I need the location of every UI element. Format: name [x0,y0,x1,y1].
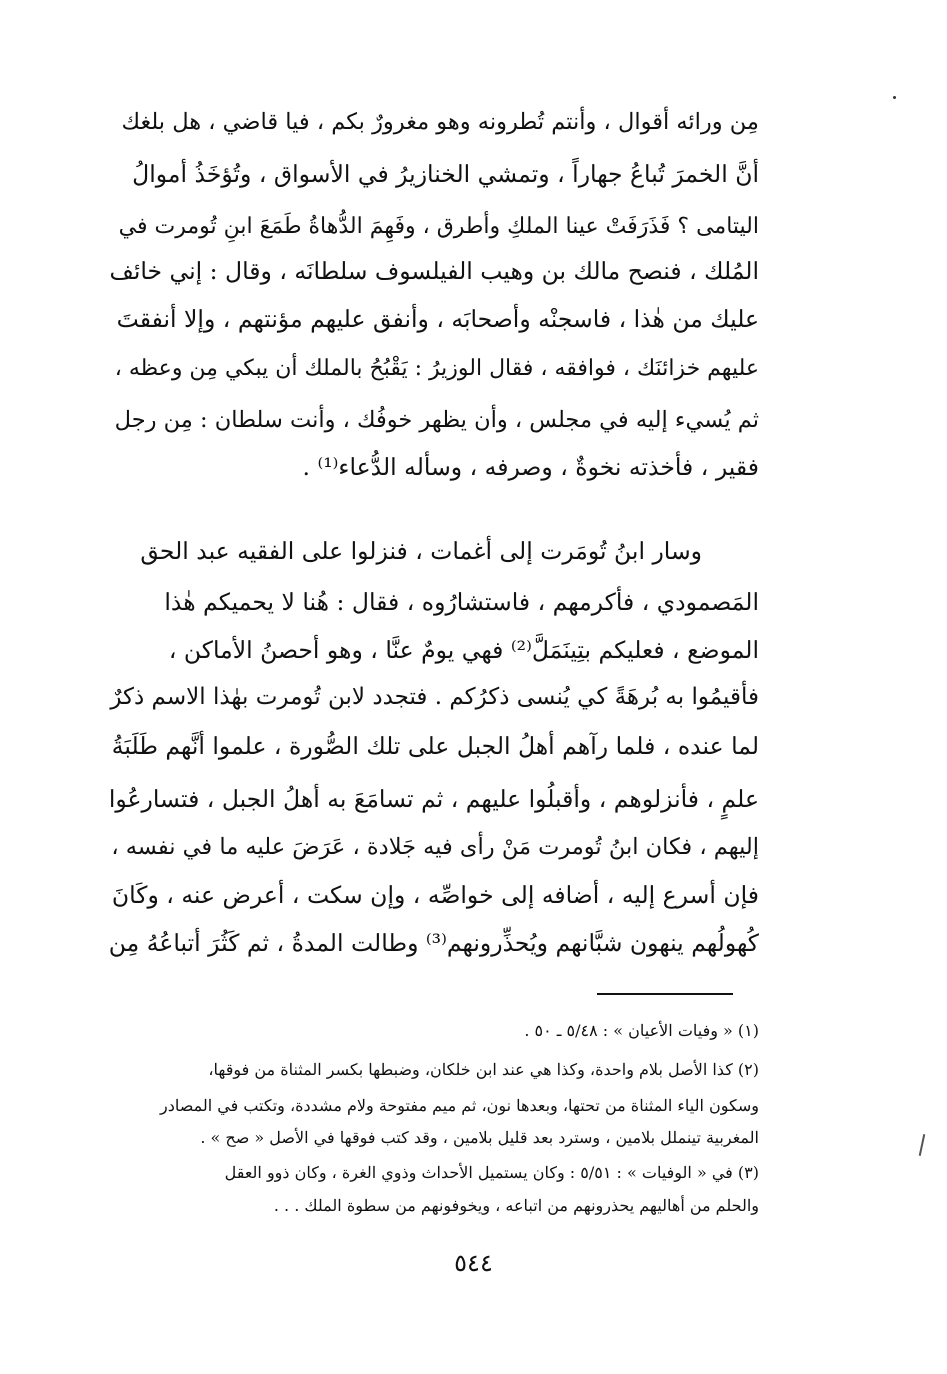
body-line: فأقيمُوا به بُرهَةً كي يُنسى ذكرُكم . فتجدد لابن تُومرت بهٰذا الاسم ذكرٌ [110,684,759,710]
body-line: كُهولُهم ينهون شبَّانهم ويُحذِّرونهم⁽³⁾ وطالت المدةُ ، ثم كَثُرَ أتباعُهُ مِن [108,929,759,957]
body-line: عليهم خزائنَك ، فوافقه ، فقال الوزيرُ : يَقْبُحُ بالملك أن يبكي مِن وعظه ، [114,356,759,381]
margin-pencil-mark [919,1134,926,1156]
footnote-line: وسكون الياء المثناة من تحتها، وبعدها نون، ثم ميم مفتوحة ولام مشددة، وتكتب في المصادر [160,1096,759,1115]
body-line: إليهم ، فكان ابنُ تُومرت مَنْ رأى فيه جَلادة ، عَرَضَ عليه ما في نفسه ، [111,834,759,860]
footnote-line: المغربية تينملل بلامين ، وسترد بعد قليل بلامين ، وقد كتب فوقها في الأصل « صح » . [200,1128,759,1147]
body-line: اليتامى ؟ فَذَرَفَتْ عينا الملكِ وأطرق ، وفَهِمَ الدُّهاةُ طَمَعَ ابنِ تُومرت في [118,214,759,239]
body-line: ثم يُسيء إليه في مجلس ، وأن يظهر خوفُك ، وأنت سلطان : مِن رجل [114,407,759,433]
page-number: ٥٤٤ [454,1249,493,1277]
body-line: فقير ، فأخذته نخوةٌ ، وصرفه ، وسأله الدُّعاء⁽¹⁾ . [302,453,759,481]
body-line: فإن أسرع إليه ، أضافه إلى خواصِّه ، وإن سكت ، أعرض عنه ، وكَانَ [111,881,759,909]
footnote-separator [597,993,733,995]
body-line: علمٍ ، فأنزلوهم ، وأقبلُوا عليهم ، ثم تسامَعَ به أهلُ الجبل ، فتسارعُوا [108,785,759,813]
body-line: وسار ابنُ تُومَرت إلى أغمات ، فنزلوا على الفقيه عبد الحق [140,537,702,565]
body-line: مِن ورائه أقوال ، وأنتم تُطرونه وهو مغرورٌ بكم ، فيا قاضي ، هل بلغك [121,109,759,135]
body-line: لما عنده ، فلما رآهم أهلُ الجبل على تلك الصُّورة ، علموا أنَّهم طَلَبَةُ [111,732,759,760]
body-line: المُلك ، فنصح مالك بن وهيب الفيلسوف سلطانَه ، وقال : إني خائف [109,257,759,285]
footnote-line: (٣) في « الوفيات » : ٥/٥١ : وكان يستميل الأحداث وذوي الغرة ، وكان ذوو العقل [224,1163,759,1182]
body-line: عليك من هٰذا ، فاسجنْه وأصحابَه ، وأنفق عليهم مؤنتهم ، وإلا أنفقتَ [116,305,759,333]
footnote-line: (١) « وفيات الأعيان » : ٥/٤٨ ـ ٥٠ . [524,1021,759,1040]
body-line: أنَّ الخمرَ تُباعُ جهاراً ، وتمشي الخنازيرُ في الأسواق ، وتُؤخَذُ أموالُ [132,160,759,188]
footnote-line: (٢) كذا الأصل بلام واحدة، وكذا هي عند ابن خلكان، وضبطها بكسر المثناة من فوقها، [208,1060,759,1079]
scan-speck [893,96,896,99]
body-line: الموضع ، فعليكم بتِينَمَلَّ⁽²⁾ فهي يومٌ عنَّا ، وهو أحصنُ الأماكن ، [168,636,759,664]
body-line: المَصمودي ، فأكرمهم ، فاستشارُوه ، فقال : هُنا لا يحميكم هٰذا [164,588,759,616]
footnote-line: والحلم من أهاليهم يحذرونهم من اتباعه ، ويخوفونهم من سطوة الملك . . . [273,1196,759,1215]
